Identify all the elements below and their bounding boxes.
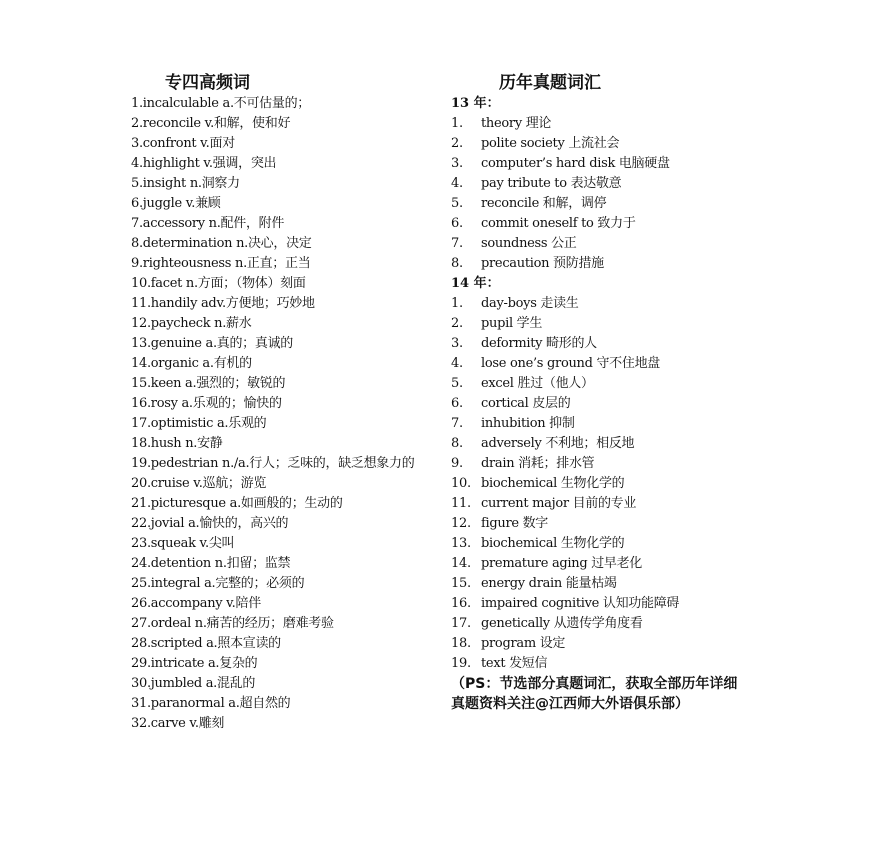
exam-word-list (451, 294, 761, 674)
item-number: 3. (451, 336, 463, 351)
vocab-item: 7.accessory n.配件，附件 (131, 216, 285, 231)
item-number: 8. (451, 256, 463, 271)
vocab-item: 2.reconcile v.和解，使和好 (131, 116, 291, 131)
item-text: deformity 畸形的人 (481, 336, 597, 351)
vocab-item: 21.picturesque a.如画般的；生动的 (131, 496, 343, 511)
right-title: 历年真题词汇 (499, 73, 601, 93)
exam-word-item (451, 434, 761, 454)
vocab-item: 14.organic a.有机的 (131, 356, 252, 371)
exam-word-item (451, 514, 761, 534)
item-number: 5. (451, 376, 463, 391)
vocab-item: 1.incalculable a.不可估量的； (131, 96, 310, 111)
exam-word-item (451, 634, 761, 654)
exam-vocabulary-sections (451, 94, 761, 674)
item-text: drain 消耗；排水管 (481, 456, 595, 471)
vocab-item: 32.carve v.雕刻 (131, 716, 225, 731)
item-text: genetically 从遗传学角度看 (481, 616, 643, 631)
vocab-item: 27.ordeal n.痛苦的经历；磨难考验 (131, 616, 334, 631)
exam-word-item (451, 394, 761, 414)
item-text: inhubition 抑制 (481, 416, 575, 431)
item-number: 13. (451, 536, 471, 551)
exam-word-item (451, 234, 761, 254)
item-number: 12. (451, 516, 471, 531)
item-text: premature aging 过早老化 (481, 556, 643, 571)
item-text: energy drain 能量枯竭 (481, 576, 617, 591)
item-number: 8. (451, 436, 463, 451)
high-frequency-word-list (131, 94, 431, 734)
vocab-item: 18.hush n.安静 (131, 436, 223, 451)
right-column (451, 72, 761, 714)
exam-word-item (451, 474, 761, 494)
exam-word-item (451, 254, 761, 274)
item-number: 4. (451, 356, 463, 371)
item-text: cortical 皮层的 (481, 396, 571, 411)
item-text: pupil 学生 (481, 316, 543, 331)
vocab-item: 12.paycheck n.薪水 (131, 316, 252, 331)
exam-word-item (451, 594, 761, 614)
item-text: reconcile 和解，调停 (481, 196, 607, 211)
exam-word-item (451, 174, 761, 194)
item-text: computer’s hard disk 电脑硬盘 (481, 156, 670, 171)
item-text: theory 理论 (481, 116, 552, 131)
item-number: 19. (451, 656, 471, 671)
year-section-label: 13 年： (451, 96, 500, 111)
item-number: 11. (451, 496, 471, 511)
exam-word-item (451, 314, 761, 334)
vocab-item: 25.integral a.完整的；必须的 (131, 576, 305, 591)
item-text: biochemical 生物化学的 (481, 476, 625, 491)
item-number: 9. (451, 456, 463, 471)
vocab-item: 6.juggle v.兼顾 (131, 196, 221, 211)
vocab-item: 10.facet n.方面；（物体）刻面 (131, 276, 306, 291)
item-text: pay tribute to 表达敬意 (481, 176, 622, 191)
item-number: 7. (451, 236, 463, 251)
vocab-item: 31.paranormal a.超自然的 (131, 696, 291, 711)
item-number: 15. (451, 576, 471, 591)
item-number: 2. (451, 316, 463, 331)
vocab-item: 8.determination n.决心，决定 (131, 236, 312, 251)
item-number: 1. (451, 296, 463, 311)
exam-word-item (451, 454, 761, 474)
exam-word-item (451, 654, 761, 674)
vocab-item: 11.handily adv.方便地；巧妙地 (131, 296, 315, 311)
exam-word-item (451, 414, 761, 434)
item-number: 6. (451, 396, 463, 411)
item-text: day-boys 走读生 (481, 296, 579, 311)
year-section-label: 14 年： (451, 276, 500, 291)
exam-word-item (451, 114, 761, 134)
vocab-item: 4.highlight v.强调，突出 (131, 156, 277, 171)
exam-word-item (451, 614, 761, 634)
vocab-item: 28.scripted a.照本宣读的 (131, 636, 281, 651)
item-text: program 设定 (481, 636, 566, 651)
exam-word-item (451, 554, 761, 574)
exam-word-item (451, 534, 761, 554)
vocab-item: 3.confront v.面对 (131, 136, 235, 151)
item-number: 6. (451, 216, 463, 231)
item-number: 14. (451, 556, 471, 571)
exam-word-item (451, 334, 761, 354)
item-text: lose one’s ground 守不住地盘 (481, 356, 660, 371)
vocab-item: 16.rosy a.乐观的；愉快的 (131, 396, 282, 411)
vocab-item: 22.jovial a.愉快的，高兴的 (131, 516, 289, 531)
item-number: 17. (451, 616, 471, 631)
item-text: adversely 不利地；相反地 (481, 436, 635, 451)
exam-word-item (451, 214, 761, 234)
exam-word-item (451, 194, 761, 214)
item-number: 7. (451, 416, 463, 431)
vocab-item: 20.cruise v.巡航；游览 (131, 476, 267, 491)
item-text: impaired cognitive 认知功能障碍 (481, 596, 680, 611)
item-text: text 发短信 (481, 656, 548, 671)
item-number: 10. (451, 476, 471, 491)
vocab-item: 19.pedestrian n./a.行人；乏味的，缺乏想象力的 (131, 456, 415, 471)
item-text: biochemical 生物化学的 (481, 536, 625, 551)
item-text: precaution 预防措施 (481, 256, 604, 271)
item-text: commit oneself to 致力于 (481, 216, 636, 231)
exam-word-item (451, 354, 761, 374)
exam-word-item (451, 154, 761, 174)
item-text: figure 数字 (481, 516, 549, 531)
item-number: 3. (451, 156, 463, 171)
vocab-item: 13.genuine a.真的；真诚的 (131, 336, 293, 351)
exam-word-item (451, 374, 761, 394)
item-number: 5. (451, 196, 463, 211)
item-number: 18. (451, 636, 471, 651)
item-text: excel 胜过（他人） (481, 376, 594, 391)
left-column (131, 72, 431, 734)
item-text: current major 目前的专业 (481, 496, 637, 511)
vocab-item: 23.squeak v.尖叫 (131, 536, 235, 551)
exam-word-item (451, 574, 761, 594)
exam-word-item (451, 494, 761, 514)
item-number: 4. (451, 176, 463, 191)
item-text: polite society 上流社会 (481, 136, 620, 151)
left-title: 专四高频词 (165, 73, 250, 93)
item-text: soundness 公正 (481, 236, 577, 251)
vocab-item: 29.intricate a.复杂的 (131, 656, 258, 671)
exam-word-item (451, 294, 761, 314)
exam-word-item (451, 134, 761, 154)
vocab-item: 26.accompany v.陪伴 (131, 596, 261, 611)
vocab-item: 24.detention n.扣留；监禁 (131, 556, 291, 571)
vocab-item: 17.optimistic a.乐观的 (131, 416, 267, 431)
vocab-item: 9.righteousness n.正直；正当 (131, 256, 311, 271)
ps-note: （PS：节选部分真题词汇，获取全部历年详细真题资料关注@江西师大外语俱乐部） (451, 676, 738, 712)
vocab-item: 30.jumbled a.混乱的 (131, 676, 256, 691)
vocab-item: 15.keen a.强烈的；敏锐的 (131, 376, 286, 391)
vocab-item: 5.insight n.洞察力 (131, 176, 240, 191)
item-number: 16. (451, 596, 471, 611)
exam-word-list (451, 114, 761, 274)
item-number: 1. (451, 116, 463, 131)
item-number: 2. (451, 136, 463, 151)
